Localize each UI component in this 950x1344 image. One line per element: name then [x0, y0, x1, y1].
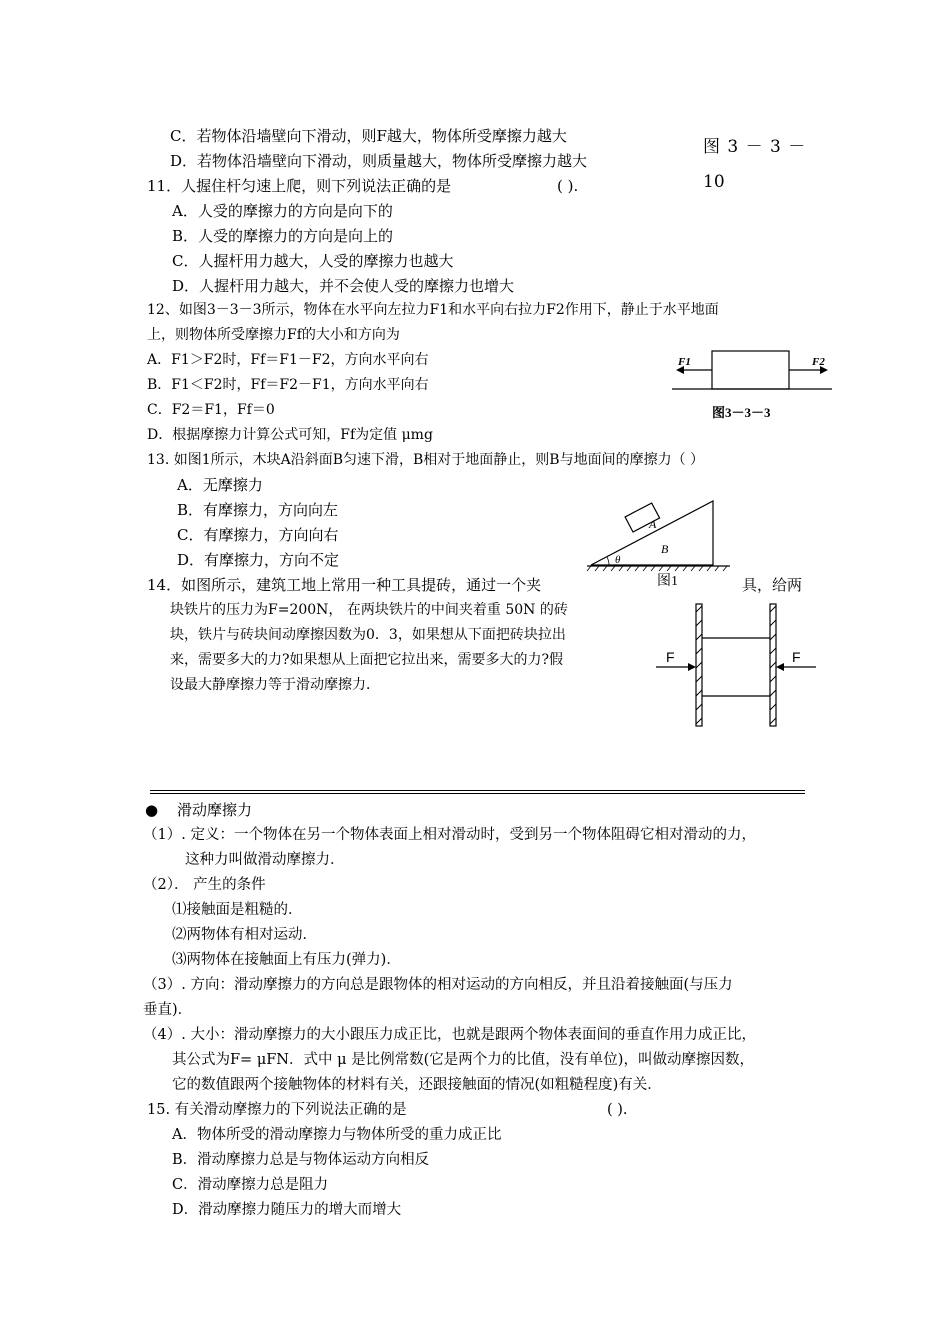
definition-line1: （1）. 定义：一个物体在另一个物体表面上相对滑动时，受到另一个物体阻碍它相对滑动的力，: [143, 827, 756, 843]
q15-option-b: B．滑动摩擦力总是与物体运动方向相反: [172, 1152, 430, 1168]
separator-rule-bottom: [150, 793, 805, 794]
q11-option-c: C．人握杆用力越大，人受的摩擦力也越大: [172, 252, 454, 270]
q12-option-b: B．F1＜F2时，Ff＝F2－F1，方向水平向右: [147, 377, 429, 393]
figure-1-incline: [585, 495, 735, 590]
condition-3: ⑶两物体在接触面上有压力(弹力)．: [172, 952, 401, 968]
q14-line1-part1: 14．如图所示，建筑工地上常用一种工具提砖，通过一个夹: [147, 576, 542, 594]
q11-stem: 11．人握住杆匀速上爬，则下列说法正确的是: [147, 177, 452, 195]
q14-line1-part2: 具，给两: [742, 576, 803, 594]
q11-option-d: D．人握杆用力越大，并不会使人受的摩擦力也增大: [172, 277, 515, 295]
q12-option-a: A．F1＞F2时，Ff＝F1－F2，方向水平向右: [147, 352, 429, 368]
q13-option-a: A．无摩擦力: [177, 476, 263, 494]
condition-1: ⑴接触面是粗糙的．: [172, 902, 303, 918]
right-force-label: F: [792, 649, 801, 665]
magnitude-line1: （4）. 大小：滑动摩擦力的大小跟压力成正比，也就是跟两个物体表面间的垂直作用力成正比，: [143, 1027, 756, 1043]
q14-line2: 块铁片的压力为F=200N， 在两块铁片的中间夹着重 50N 的砖: [170, 602, 568, 618]
q14-line5: 设最大静摩擦力等于滑动摩擦力．: [170, 677, 380, 693]
left-force-arrowhead: [688, 663, 696, 671]
q12-option-d: D．根据摩擦力计算公式可知，Ff为定值 μmg: [147, 427, 433, 443]
right-force-arrowhead: [776, 663, 784, 671]
q15-answer-blank: ( ).: [607, 1102, 628, 1118]
q15-stem: 15. 有关滑动摩擦力的下列说法正确的是: [147, 1102, 407, 1118]
q12-stem-line1: 12、如图3－3－3所示，物体在水平向左拉力F1和水平向右拉力F2作用下，静止于水平地面: [147, 302, 719, 318]
q14-line4: 来，需要多大的力?如果想从上面把它拉出来，需要多大的力?假: [170, 652, 564, 668]
fig-3-3-3-caption: 图3－3－3: [712, 405, 771, 420]
figure-1-caption: 图1: [657, 574, 678, 589]
direction-line1: （3）. 方向：滑动摩擦力的方向总是跟物体的相对运动的方向相反，并且沿着接触面(与压力: [143, 977, 733, 993]
q12-option-c: C．F2＝F1，Ff＝0: [147, 402, 275, 418]
section-title: 滑动摩擦力: [177, 801, 253, 819]
condition-title: （2）． 产生的条件: [143, 877, 266, 893]
q15-option-c: C．滑动摩擦力总是阻力: [172, 1177, 329, 1193]
separator-rule-top: [150, 790, 805, 791]
fig-3-3-10-label-line2: 10: [703, 172, 725, 192]
figure-3-3-3: [672, 345, 832, 425]
left-force-label: F: [666, 649, 675, 665]
q15-option-d: D．滑动摩擦力随压力的增大而增大: [172, 1202, 402, 1218]
fig-3-3-10-label-line1: 图 3 － 3 －: [703, 137, 807, 157]
plate-hatching: [696, 606, 776, 724]
q13-stem: 13. 如图1所示，木块A沿斜面B匀速下滑，B相对于地面静止，则B与地面间的摩擦力（ ）: [147, 452, 705, 468]
q10-option-c: C．若物体沿墙壁向下滑动，则F越大，物体所受摩擦力越大: [170, 127, 567, 145]
ground-hatching: [587, 566, 727, 571]
q15-option-a: A．物体所受的滑动摩擦力与物体所受的重力成正比: [172, 1127, 502, 1143]
q13-option-d: D．有摩擦力，方向不定: [177, 551, 340, 569]
figure-brick-clamp: [652, 600, 820, 732]
incline-b-label: B: [661, 542, 669, 556]
condition-2: ⑵两物体有相对运动．: [172, 927, 317, 943]
block: [712, 351, 789, 389]
magnitude-line3: 它的数值跟两个接触物体的材料有关，还跟接触面的情况(如粗糙程度)有关．: [172, 1077, 662, 1093]
q10-option-d: D．若物体沿墙壁向下滑动，则质量越大，物体所受摩擦力越大: [170, 152, 588, 170]
block-a-label: A: [649, 517, 657, 531]
q14-line3: 块，铁片与砖块间动摩擦因数为0．3，如果想从下面把砖块拉出: [170, 627, 566, 643]
f1-label: F1: [678, 356, 691, 368]
q13-option-c: C．有摩擦力，方向向右: [177, 526, 339, 544]
direction-line2: 垂直)．: [143, 1002, 193, 1018]
q12-stem-line2: 上，则物体所受摩擦力Ff的大小和方向为: [147, 327, 400, 343]
bullet-dot: ●: [145, 801, 159, 819]
magnitude-line2: 其公式为F= μFN．式中 μ 是比例常数(它是两个力的比值，没有单位)，叫做动摩擦因数，: [172, 1052, 754, 1068]
definition-line2: 这种力叫做滑动摩擦力．: [185, 852, 345, 868]
q11-option-b: B．人受的摩擦力的方向是向上的: [172, 227, 394, 245]
q13-option-b: B．有摩擦力，方向向左: [177, 501, 339, 519]
f2-label: F2: [812, 356, 825, 368]
q11-option-a: A．人受的摩擦力的方向是向下的: [172, 202, 393, 220]
angle-theta-label: θ: [615, 554, 621, 566]
q11-answer-blank: ( ).: [557, 177, 579, 195]
